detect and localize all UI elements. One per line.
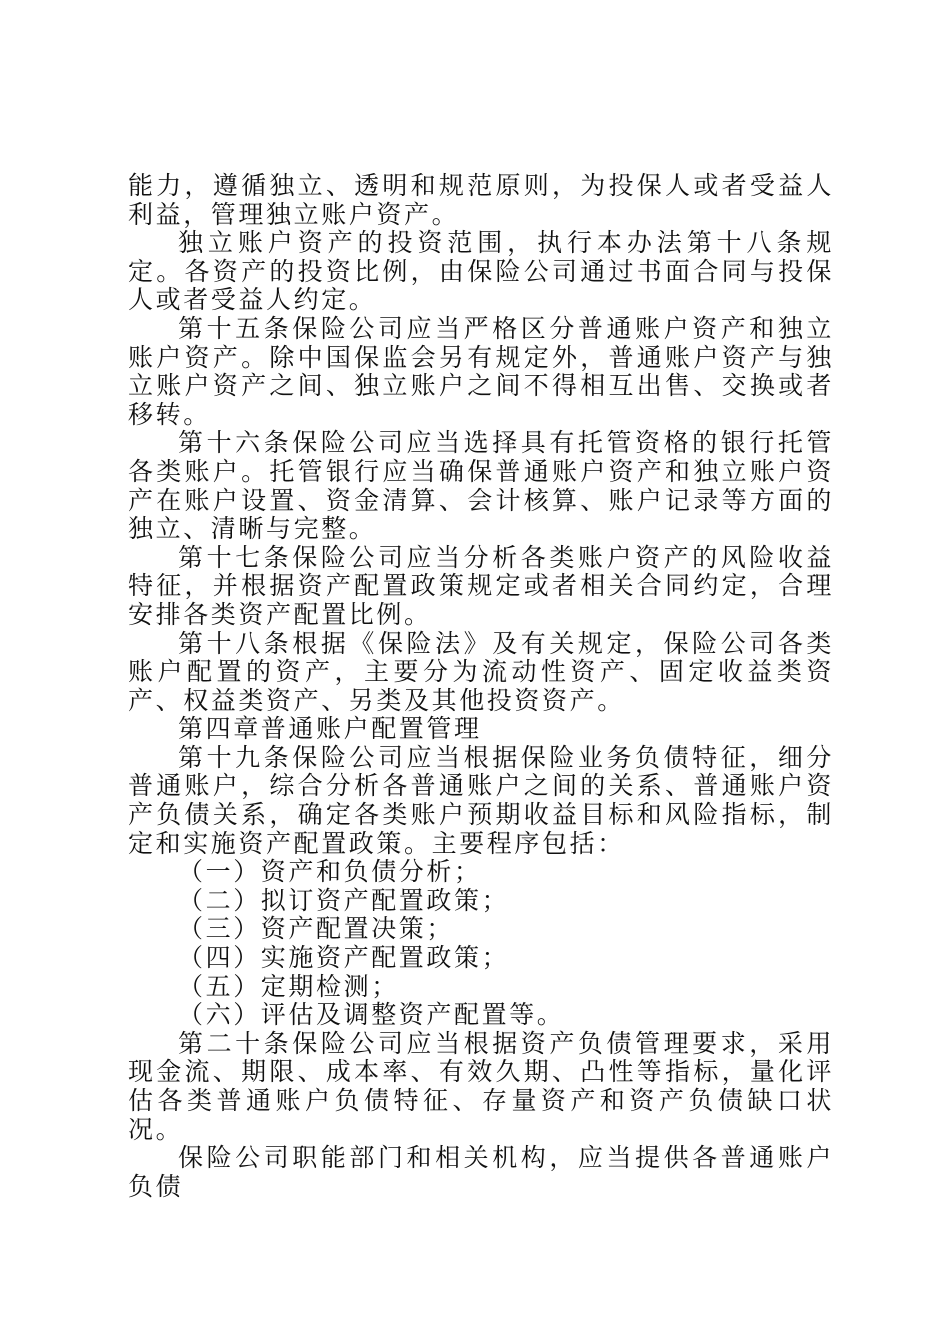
step-item: （四）实施资产配置政策； — [178, 943, 510, 973]
paragraph-final: 保险公司职能部门和相关机构，应当提供各普通账户负债 — [128, 1143, 834, 1201]
chapter-heading: 第四章普通账户配置管理 — [178, 714, 482, 744]
article-19: 第十九条保险公司应当根据保险业务负债特征，细分普通账户，综合分析各普通账户之间的关系、普通账户资产负债关系，确定各类账户预期收益目标和风险指标，制定和实施资产配置政策。主要程序包括： — [128, 742, 834, 858]
article-16: 第十六条保险公司应当选择具有托管资格的银行托管各类账户。托管银行应当确保普通账户资产和独立账户资产在账户设置、资金清算、会计核算、账户记录等方面的独立、清晰与完整。 — [128, 428, 834, 544]
article-17: 第十七条保险公司应当分析各类账户资产的风险收益特征，并根据资产配置政策规定或者相关合同约定，合理安排各类资产配置比例。 — [128, 542, 834, 629]
step-item: （二）拟订资产配置政策； — [178, 885, 510, 915]
article-20: 第二十条保险公司应当根据资产负债管理要求，采用现金流、期限、成本率、有效久期、凸性等指标，量化评估各类普通账户负债特征、存量资产和资产负债缺口状况。 — [128, 1028, 834, 1144]
step-item: （一）资产和负债分析； — [178, 857, 482, 887]
step-item: （六）评估及调整资产配置等。 — [178, 1000, 565, 1030]
step-item: （五）定期检测； — [178, 971, 399, 1001]
document-body — [128, 172, 834, 1201]
article-18: 第十八条根据《保险法》及有关规定，保险公司各类账户配置的资产，主要分为流动性资产、固定收益类资产、权益类资产、另类及其他投资资产。 — [128, 628, 834, 715]
step-item: （三）资产配置决策； — [178, 914, 455, 944]
paragraph-investment-scope: 独立账户资产的投资范围，执行本办法第十八条规定。各资产的投资比例，由保险公司通过书面合同与投保人或者受益人约定。 — [128, 228, 834, 315]
paragraph-continuation: 能力，遵循独立、透明和规范原则，为投保人或者受益人利益，管理独立账户资产。 — [128, 171, 834, 229]
article-15: 第十五条保险公司应当严格区分普通账户资产和独立账户资产。除中国保监会另有规定外，普通账户资产与独立账户资产之间、独立账户之间不得相互出售、交换或者移转。 — [128, 313, 834, 429]
